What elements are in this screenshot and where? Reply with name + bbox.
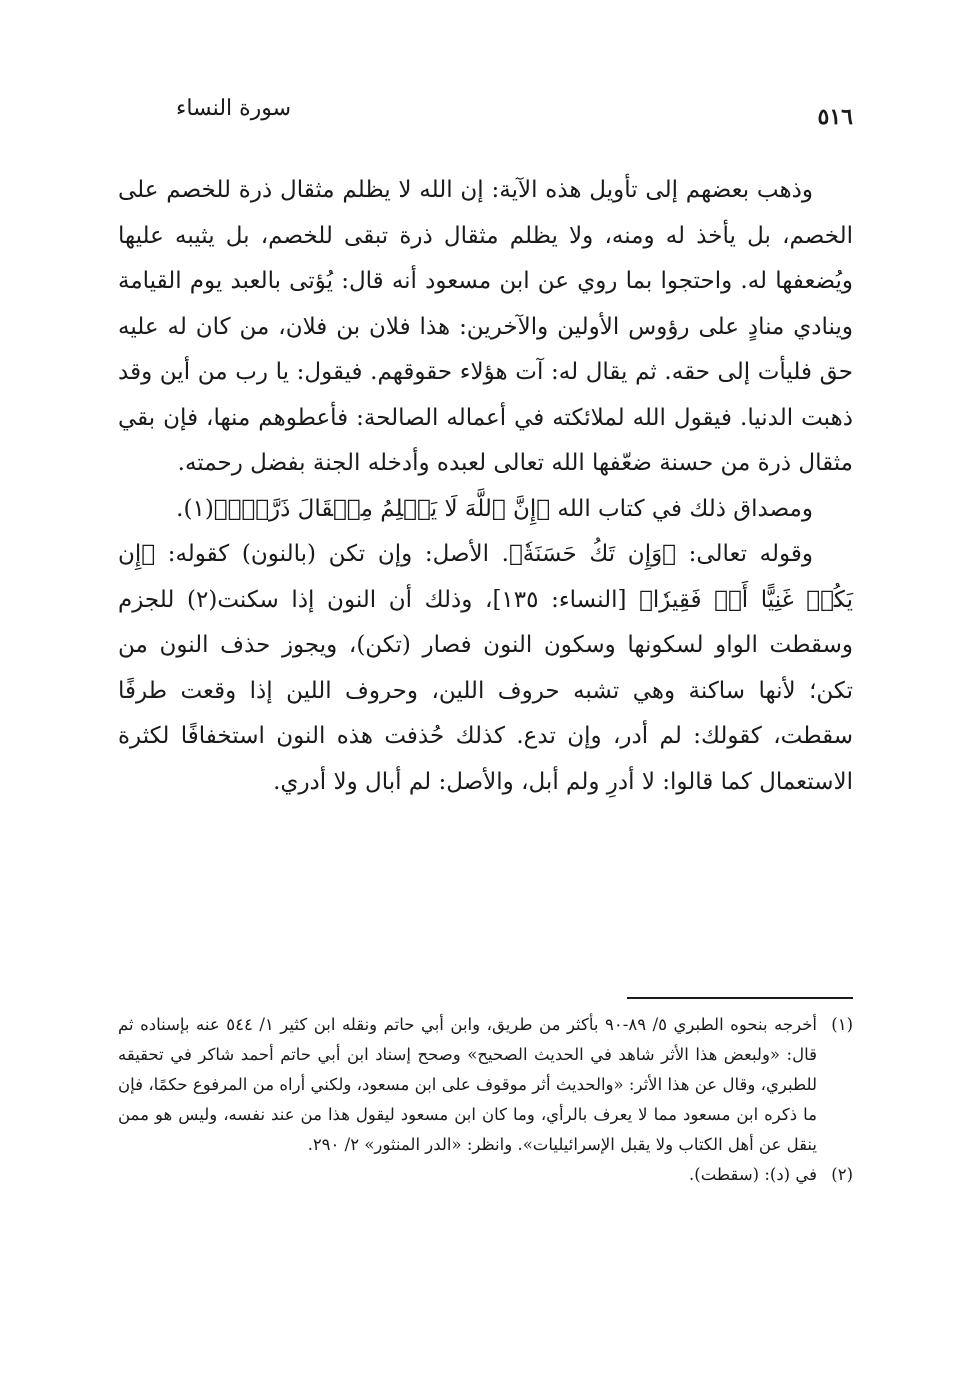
running-title: سورة النساء	[176, 96, 292, 121]
paragraph: وذهب بعضهم إلى تأويل هذه الآية: إن الله لا يظلم مثقال ذرة للخصم على الخصم، بل يأخذ له ومنه، ولا يظلم مثقال ذرة تبقى للخصم، بل يثيبه عليها ويُضعفها له. واحتجوا بما روي عن ابن مسعود أنه قال: يُؤتى بالعبد يوم القيامة وينادي منادٍ على رؤوس الأولين والآخرين: هذا فلان بن فلان، من كان له عليه حق فليأت إلى حقه. ثم يقال له: آت هؤلاء حقوقهم. فيقول: يا رب من أين وقد ذهبت الدنيا. فيقول الله لملائكته في أعماله الصالحة: فأعطوهم منها، فإن بقي مثقال ذرة من حسنة ضعّفها الله تعالى لعبده وأدخله الجنة بفضل رحمته.	[118, 177, 853, 476]
page-header	[118, 96, 853, 140]
paragraph: وقوله تعالى: ﴿وَإِن تَكُ حَسَنَةٗ﴾. الأصل: وإن تكن (بالنون) كقوله: ﴿إِن يَكُنۡ غَنِيًّا أَوۡ فَقِيرٗا﴾ [النساء: ١٣٥]، وذلك أن النون إذا سكنت(٢) للجزم وسقطت الواو لسكونها وسكون النون فصار (تكن)، ويجوز حذف النون من تكن؛ لأنها ساكنة وهي تشبه حروف اللين، وحروف اللين إذا وقعت طرفًا سقطت، كقولك: لم أدر، وإن تدع. كذلك حُذفت هذه النون استخفافًا لكثرة الاستعمال كما قالوا: لا أدرِ ولم أبل، والأصل: لم أبال ولا أدري.	[118, 541, 854, 795]
footnote-text: أخرجه بنحوه الطبري ٥/ ٨٩-٩٠ بأكثر من طريق، وابن أبي حاتم ونقله ابن كثير ١/ ٥٤٤ عنه بإسناده ثم قال: «ولبعض هذا الأثر شاهد في الحديث الصحيح» وصحح إسناد ابن أبي حاتم أحمد شاكر في تحقيقه للطبري، وقال عن هذا الأثر: «والحديث أثر موقوف على ابن مسعود، ولكني أراه من المرفوع حكمًا، فإن ما ذكره ابن مسعود مما لا يعرف بالرأي، وما كان ابن مسعود ليقول هذا من عند نفسه، وليس هو ممن ينقل عن أهل الكتاب ولا يقبل الإسرائيليات». وانظر: «الدر المنثور» ٢/ ٢٩٠.	[118, 1015, 818, 1154]
footnotes	[118, 1010, 853, 1190]
footnote-marker: (٢)	[831, 1165, 853, 1184]
main-text	[118, 168, 853, 805]
footnote-divider	[627, 997, 853, 999]
footnote	[118, 1160, 853, 1190]
footnote	[118, 1010, 853, 1160]
footnote-text: في (د): (سقطت).	[689, 1165, 817, 1184]
paragraph: ومصداق ذلك في كتاب الله ﴿إِنَّ ٱللَّهَ لَا يَظۡلِمُ مِثۡقَالَ ذَرَّةٖۖ﴾(١).	[176, 495, 813, 522]
page-number: ٥١٦	[817, 104, 853, 130]
footnote-marker: (١)	[831, 1015, 853, 1034]
